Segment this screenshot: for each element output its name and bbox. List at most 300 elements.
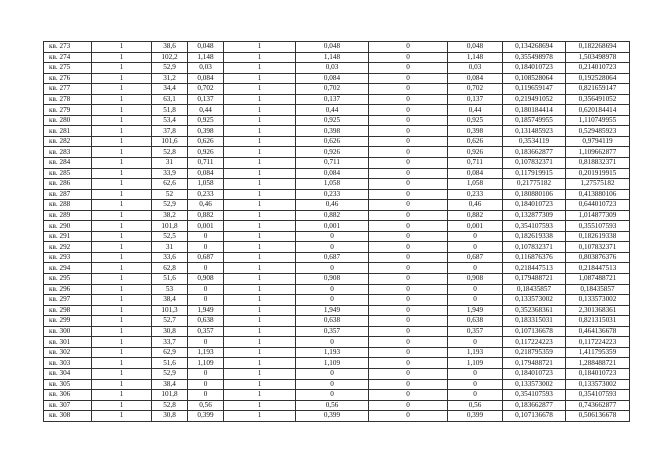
value-cell: 0,001 — [188, 221, 224, 232]
value-cell: 0 — [296, 390, 369, 401]
table-row — [44, 368, 630, 379]
value-cell: 1,109 — [296, 358, 369, 369]
table-row — [44, 231, 630, 242]
table-body — [44, 42, 630, 422]
value-cell: 0,626 — [448, 136, 503, 147]
value-cell: 0,638 — [188, 316, 224, 327]
value-cell: 0,117224223 — [566, 337, 630, 348]
apartment-cell: кв. 296 — [44, 284, 92, 295]
value-cell: 1 — [224, 252, 296, 263]
value-cell: 1 — [224, 295, 296, 306]
value-cell: 52,9 — [152, 63, 188, 74]
value-cell: 0,702 — [448, 84, 503, 95]
value-cell: 0,218795359 — [503, 347, 566, 358]
table-row — [44, 126, 630, 137]
value-cell: 1 — [92, 400, 152, 411]
value-cell: 0 — [296, 368, 369, 379]
value-cell: 0,46 — [188, 200, 224, 211]
value-cell: 31 — [152, 242, 188, 253]
table-row — [44, 94, 630, 105]
value-cell: 0,925 — [448, 115, 503, 126]
value-cell: 0,03 — [448, 63, 503, 74]
value-cell: 0,133573002 — [566, 379, 630, 390]
value-cell: 34,4 — [152, 84, 188, 95]
value-cell: 0,192528064 — [566, 73, 630, 84]
value-cell: 0 — [369, 295, 448, 306]
table-row — [44, 210, 630, 221]
value-cell: 0,399 — [188, 411, 224, 422]
value-cell: 0,184010723 — [566, 368, 630, 379]
apartment-cell: кв. 282 — [44, 136, 92, 147]
value-cell: 1 — [92, 379, 152, 390]
value-cell: 0,356491052 — [566, 94, 630, 105]
value-cell: 0,184010723 — [503, 368, 566, 379]
value-cell: 0,354107593 — [503, 221, 566, 232]
value-cell: 0 — [369, 115, 448, 126]
value-cell: 1 — [224, 411, 296, 422]
value-cell: 51,6 — [152, 358, 188, 369]
apartment-cell: кв. 292 — [44, 242, 92, 253]
apartment-cell: кв. 295 — [44, 274, 92, 285]
value-cell: 1 — [92, 115, 152, 126]
value-cell: 0,702 — [296, 84, 369, 95]
table-row — [44, 379, 630, 390]
value-cell: 1 — [92, 52, 152, 63]
value-cell: 0,620184414 — [566, 105, 630, 116]
value-cell: 0,818832371 — [566, 158, 630, 169]
value-cell: 0 — [369, 368, 448, 379]
value-cell: 0 — [188, 231, 224, 242]
value-cell: 0,108528064 — [503, 73, 566, 84]
value-cell: 1 — [224, 168, 296, 179]
apartment-cell: кв. 307 — [44, 400, 92, 411]
value-cell: 1 — [224, 379, 296, 390]
table-row — [44, 147, 630, 158]
apartment-cell: кв. 277 — [44, 84, 92, 95]
table-row — [44, 168, 630, 179]
value-cell: 1 — [224, 390, 296, 401]
value-cell: 0,179488721 — [503, 358, 566, 369]
value-cell: 0 — [369, 42, 448, 53]
value-cell: 0 — [448, 231, 503, 242]
apartment-cell: кв. 287 — [44, 189, 92, 200]
value-cell: 0 — [448, 284, 503, 295]
value-cell: 0,398 — [448, 126, 503, 137]
value-cell: 0,048 — [188, 42, 224, 53]
value-cell: 0,926 — [448, 147, 503, 158]
value-cell: 0 — [369, 316, 448, 327]
value-cell: 1 — [224, 337, 296, 348]
value-cell: 0,355498978 — [503, 52, 566, 63]
value-cell: 1 — [224, 242, 296, 253]
value-cell: 0 — [369, 52, 448, 63]
value-cell: 0,184010723 — [503, 200, 566, 211]
value-cell: 1 — [92, 390, 152, 401]
value-cell: 1 — [224, 358, 296, 369]
table-row — [44, 274, 630, 285]
table-row — [44, 42, 630, 53]
value-cell: 0,398 — [188, 126, 224, 137]
value-cell: 0,133573002 — [503, 379, 566, 390]
value-cell: 101,3 — [152, 305, 188, 316]
table-row — [44, 136, 630, 147]
value-cell: 63,1 — [152, 94, 188, 105]
table-row — [44, 316, 630, 327]
value-cell: 0 — [369, 126, 448, 137]
value-cell: 1 — [92, 284, 152, 295]
value-cell: 1 — [92, 316, 152, 327]
value-cell: 1 — [92, 63, 152, 74]
table-row — [44, 73, 630, 84]
value-cell: 0,354107593 — [503, 390, 566, 401]
apartment-cell: кв. 304 — [44, 368, 92, 379]
value-cell: 1 — [224, 179, 296, 190]
table-row — [44, 252, 630, 263]
value-cell: 0 — [448, 295, 503, 306]
value-cell: 0,107832371 — [503, 158, 566, 169]
value-cell: 1 — [224, 368, 296, 379]
value-cell: 1 — [92, 242, 152, 253]
value-cell: 38,4 — [152, 295, 188, 306]
value-cell: 0,214010723 — [566, 63, 630, 74]
value-cell: 0,182268694 — [566, 42, 630, 53]
value-cell: 62,6 — [152, 179, 188, 190]
table-row — [44, 158, 630, 169]
value-cell: 52,9 — [152, 200, 188, 211]
value-cell: 1 — [92, 179, 152, 190]
value-cell: 0,803876376 — [566, 252, 630, 263]
value-cell: 0,44 — [188, 105, 224, 116]
value-cell: 1 — [92, 94, 152, 105]
value-cell: 1 — [92, 337, 152, 348]
apartment-cell: кв. 290 — [44, 221, 92, 232]
value-cell: 1,148 — [188, 52, 224, 63]
value-cell: 0,399 — [296, 411, 369, 422]
value-cell: 52,8 — [152, 147, 188, 158]
apartment-cell: кв. 299 — [44, 316, 92, 327]
value-cell: 1 — [92, 326, 152, 337]
value-cell: 33,9 — [152, 168, 188, 179]
table-row — [44, 221, 630, 232]
value-cell: 1,109662877 — [566, 147, 630, 158]
value-cell: 1,949 — [188, 305, 224, 316]
value-cell: 0 — [188, 295, 224, 306]
value-cell: 0 — [369, 210, 448, 221]
value-cell: 52,9 — [152, 368, 188, 379]
table-row — [44, 326, 630, 337]
value-cell: 1,193 — [296, 347, 369, 358]
value-cell: 0 — [448, 263, 503, 274]
value-cell: 0 — [188, 337, 224, 348]
value-cell: 52 — [152, 189, 188, 200]
value-cell: 30,8 — [152, 326, 188, 337]
value-cell: 0,233 — [448, 189, 503, 200]
value-cell: 0 — [296, 263, 369, 274]
apartment-cell: кв. 280 — [44, 115, 92, 126]
value-cell: 0,908 — [448, 274, 503, 285]
value-cell: 1 — [224, 115, 296, 126]
value-cell: 31 — [152, 158, 188, 169]
value-cell: 0,084 — [188, 168, 224, 179]
value-cell: 0,219491052 — [503, 94, 566, 105]
value-cell: 0,218447513 — [503, 263, 566, 274]
table-row — [44, 52, 630, 63]
value-cell: 38,4 — [152, 379, 188, 390]
value-cell: 0,137 — [296, 94, 369, 105]
value-cell: 1 — [92, 84, 152, 95]
value-cell: 1 — [92, 305, 152, 316]
value-cell: 0 — [188, 242, 224, 253]
value-cell: 0 — [369, 347, 448, 358]
value-cell: 0,357 — [188, 326, 224, 337]
value-cell: 1 — [92, 42, 152, 53]
apartment-cell: кв. 291 — [44, 231, 92, 242]
apartment-cell: кв. 305 — [44, 379, 92, 390]
value-cell: 0 — [369, 305, 448, 316]
value-cell: 0 — [369, 411, 448, 422]
value-cell: 0 — [369, 73, 448, 84]
value-cell: 0,117919915 — [503, 168, 566, 179]
value-cell: 0 — [369, 400, 448, 411]
apartment-cell: кв. 278 — [44, 94, 92, 105]
table-row — [44, 358, 630, 369]
value-cell: 0,354107593 — [566, 390, 630, 401]
value-cell: 0 — [369, 200, 448, 211]
value-cell: 0,18435857 — [566, 284, 630, 295]
apartment-cell: кв. 279 — [44, 105, 92, 116]
value-cell: 1 — [224, 126, 296, 137]
value-cell: 0,687 — [448, 252, 503, 263]
table-row — [44, 337, 630, 348]
value-cell: 101,6 — [152, 136, 188, 147]
value-cell: 1,193 — [188, 347, 224, 358]
value-cell: 0 — [369, 147, 448, 158]
value-cell: 0 — [448, 368, 503, 379]
value-cell: 2,301368361 — [566, 305, 630, 316]
value-cell: 1,949 — [296, 305, 369, 316]
value-cell: 0,357 — [296, 326, 369, 337]
value-cell: 0,638 — [448, 316, 503, 327]
value-cell: 1 — [224, 73, 296, 84]
value-cell: 1 — [224, 105, 296, 116]
value-cell: 0,925 — [188, 115, 224, 126]
value-cell: 0 — [188, 390, 224, 401]
apartment-cell: кв. 297 — [44, 295, 92, 306]
value-cell: 33,6 — [152, 252, 188, 263]
value-cell: 0,107832371 — [503, 242, 566, 253]
value-cell: 0,117224223 — [503, 337, 566, 348]
value-cell: 1,109 — [188, 358, 224, 369]
value-cell: 0,21775182 — [503, 179, 566, 190]
value-cell: 0,56 — [188, 400, 224, 411]
value-cell: 101,8 — [152, 221, 188, 232]
value-cell: 0,134268694 — [503, 42, 566, 53]
value-cell: 1 — [224, 147, 296, 158]
table-row — [44, 284, 630, 295]
value-cell: 0,506136678 — [566, 411, 630, 422]
value-cell: 38,2 — [152, 210, 188, 221]
value-cell: 1 — [224, 316, 296, 327]
value-cell: 1 — [224, 158, 296, 169]
value-cell: 0 — [369, 63, 448, 74]
table-row — [44, 115, 630, 126]
value-cell: 1 — [224, 284, 296, 295]
table-row — [44, 200, 630, 211]
value-cell: 0 — [188, 368, 224, 379]
table-row — [44, 105, 630, 116]
value-cell: 0,084 — [296, 168, 369, 179]
value-cell: 0,529485923 — [566, 126, 630, 137]
value-cell: 1 — [224, 94, 296, 105]
value-cell: 0,179488721 — [503, 274, 566, 285]
value-cell: 0,398 — [296, 126, 369, 137]
value-cell: 1,27575182 — [566, 179, 630, 190]
value-cell: 0,233 — [188, 189, 224, 200]
value-cell: 0 — [369, 84, 448, 95]
value-cell: 0,119659147 — [503, 84, 566, 95]
value-cell: 0 — [369, 358, 448, 369]
value-cell: 0,711 — [448, 158, 503, 169]
value-cell: 0,3534119 — [503, 136, 566, 147]
value-cell: 1 — [92, 210, 152, 221]
value-cell: 0,626 — [188, 136, 224, 147]
value-cell: 1 — [224, 63, 296, 74]
value-cell: 1,058 — [188, 179, 224, 190]
value-cell: 0 — [369, 221, 448, 232]
table-row — [44, 63, 630, 74]
value-cell: 0,56 — [448, 400, 503, 411]
value-cell: 0,131485923 — [503, 126, 566, 137]
apartment-cell: кв. 294 — [44, 263, 92, 274]
value-cell: 0,180184414 — [503, 105, 566, 116]
value-cell: 1 — [224, 326, 296, 337]
value-cell: 0,03 — [296, 63, 369, 74]
value-cell: 0,908 — [188, 274, 224, 285]
value-cell: 0,183662877 — [503, 400, 566, 411]
value-cell: 1 — [92, 105, 152, 116]
value-cell: 0 — [188, 379, 224, 390]
value-cell: 0,048 — [448, 42, 503, 53]
value-cell: 0,687 — [296, 252, 369, 263]
value-cell: 0,687 — [188, 252, 224, 263]
value-cell: 0 — [369, 94, 448, 105]
value-cell: 1 — [92, 368, 152, 379]
value-cell: 1,109 — [448, 358, 503, 369]
value-cell: 0,133573002 — [566, 295, 630, 306]
value-cell: 0,180880106 — [503, 189, 566, 200]
value-cell: 0,18435857 — [503, 284, 566, 295]
value-cell: 0 — [296, 379, 369, 390]
apartment-cell: кв. 306 — [44, 390, 92, 401]
value-cell: 0,821659147 — [566, 84, 630, 95]
value-cell: 0,182619338 — [566, 231, 630, 242]
apartment-cell: кв. 302 — [44, 347, 92, 358]
apartment-cell: кв. 275 — [44, 63, 92, 74]
value-cell: 0,107136678 — [503, 326, 566, 337]
value-cell: 0,702 — [188, 84, 224, 95]
value-cell: 0,133573002 — [503, 295, 566, 306]
value-cell: 1,288488721 — [566, 358, 630, 369]
value-cell: 0,048 — [296, 42, 369, 53]
value-cell: 1 — [92, 189, 152, 200]
value-cell: 1 — [224, 136, 296, 147]
value-cell: 0,626 — [296, 136, 369, 147]
apartment-cell: кв. 300 — [44, 326, 92, 337]
value-cell: 0 — [448, 390, 503, 401]
value-cell: 0,413880106 — [566, 189, 630, 200]
value-cell: 0,821315031 — [566, 316, 630, 327]
value-cell: 1 — [224, 42, 296, 53]
value-cell: 0 — [369, 326, 448, 337]
value-cell: 1,949 — [448, 305, 503, 316]
value-cell: 1,087488721 — [566, 274, 630, 285]
value-cell: 0,107136678 — [503, 411, 566, 422]
value-cell: 0 — [369, 284, 448, 295]
value-cell: 0,743662877 — [566, 400, 630, 411]
value-cell: 1 — [92, 252, 152, 263]
value-cell: 0,201919915 — [566, 168, 630, 179]
value-cell: 52,8 — [152, 400, 188, 411]
value-cell: 1 — [92, 411, 152, 422]
apartment-cell: кв. 281 — [44, 126, 92, 137]
value-cell: 0,137 — [448, 94, 503, 105]
value-cell: 0,352368361 — [503, 305, 566, 316]
table-row — [44, 189, 630, 200]
value-cell: 51,8 — [152, 105, 188, 116]
table-row — [44, 84, 630, 95]
value-cell: 0 — [296, 242, 369, 253]
value-cell: 1 — [224, 52, 296, 63]
value-cell: 0 — [296, 284, 369, 295]
value-cell: 0,107832371 — [566, 242, 630, 253]
value-cell: 0,084 — [448, 73, 503, 84]
value-cell: 0 — [369, 231, 448, 242]
value-cell: 33,7 — [152, 337, 188, 348]
value-cell: 0 — [188, 263, 224, 274]
value-cell: 0 — [369, 337, 448, 348]
apartment-cell: кв. 293 — [44, 252, 92, 263]
apartment-cell: кв. 274 — [44, 52, 92, 63]
table-row — [44, 263, 630, 274]
value-cell: 1 — [92, 231, 152, 242]
value-cell: 0,56 — [296, 400, 369, 411]
table-row — [44, 179, 630, 190]
value-cell: 1,148 — [448, 52, 503, 63]
value-cell: 1 — [92, 158, 152, 169]
value-cell: 1 — [224, 221, 296, 232]
value-cell: 0,357 — [448, 326, 503, 337]
value-cell: 0,644010723 — [566, 200, 630, 211]
data-table — [43, 41, 630, 422]
value-cell: 1,014877309 — [566, 210, 630, 221]
value-cell: 1 — [92, 126, 152, 137]
table-row — [44, 400, 630, 411]
value-cell: 0 — [296, 337, 369, 348]
apartment-cell: кв. 298 — [44, 305, 92, 316]
value-cell: 0,925 — [296, 115, 369, 126]
value-cell: 1 — [224, 305, 296, 316]
value-cell: 0,183315031 — [503, 316, 566, 327]
value-cell: 0,001 — [448, 221, 503, 232]
value-cell: 1 — [92, 73, 152, 84]
value-cell: 0,185749955 — [503, 115, 566, 126]
value-cell: 1,503498978 — [566, 52, 630, 63]
value-cell: 0,46 — [296, 200, 369, 211]
value-cell: 0,399 — [448, 411, 503, 422]
value-cell: 1 — [92, 358, 152, 369]
value-cell: 1,058 — [296, 179, 369, 190]
value-cell: 0 — [369, 168, 448, 179]
